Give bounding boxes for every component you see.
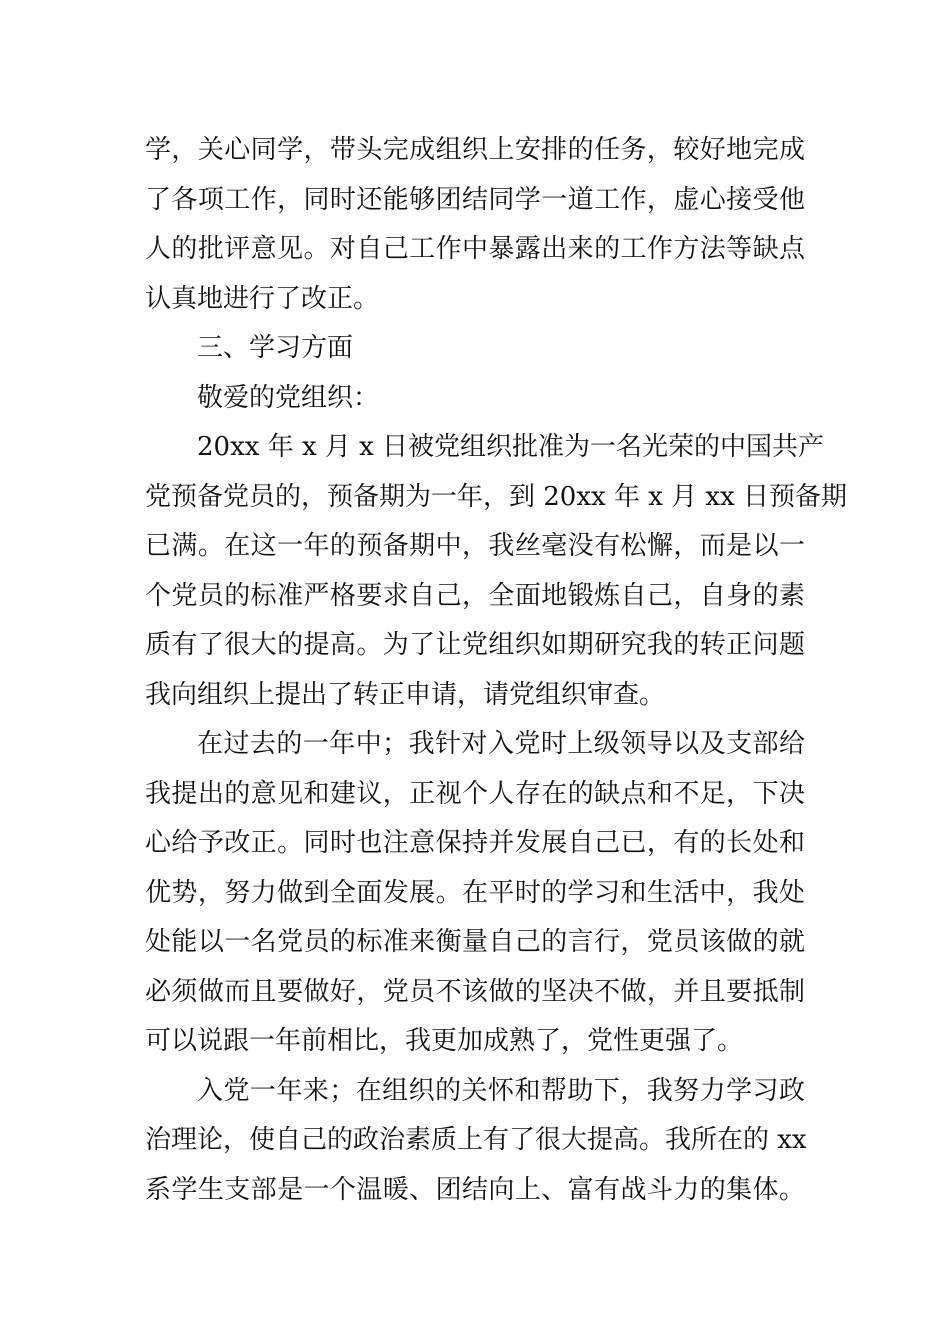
- text-line: 认真地进行了改正。: [145, 283, 380, 314]
- text-line: 系学生支部是一个温暖、团结向上、富有战斗力的集体。: [145, 1174, 805, 1205]
- text-line: 已满。在这一年的预备期中，我丝毫没有松懈，而是以一: [145, 531, 805, 561]
- text-line: 人的批评意见。对自己工作中暴露出来的工作方法等缺点: [145, 234, 805, 264]
- document-body: [145, 126, 847, 1215]
- text-line: 在过去的一年中；我针对入党时上级领导以及支部给: [197, 729, 805, 759]
- text-line: 20xx 年 x 月 x 日被党组织批准为一名光荣的中国共产: [197, 432, 825, 462]
- text-line: 了各项工作，同时还能够团结同学一道工作，虚心接受他: [145, 184, 805, 215]
- text-line: 党预备党员的，预备期为一年，到 20xx 年 x 月 xx 日预备期: [145, 481, 847, 512]
- text-line: 我提出的意见和建议，正视个人存在的缺点和不足，下决: [145, 778, 805, 809]
- section-heading: 三、学习方面: [197, 333, 354, 363]
- text-line: 质有了很大的提高。为了让党组织如期研究我的转正问题: [145, 630, 805, 660]
- text-line: 优势，努力做到全面发展。在平时的学习和生活中，我处: [145, 877, 805, 908]
- text-line: 治理论，使自己的政治素质上有了很大提高。我所在的 xx: [145, 1125, 807, 1155]
- text-line: 个党员的标准严格要求自己，全面地锻炼自己，自身的素: [145, 580, 805, 611]
- text-line: 心给予改正。同时也注意保持并发展自己已，有的长处和: [145, 828, 805, 858]
- salutation: 敬爱的党组织：: [197, 382, 380, 413]
- text-line: 我向组织上提出了转正申请，请党组织审查。: [145, 679, 666, 710]
- text-line: 处能以一名党员的标准来衡量自己的言行，党员该做的就: [145, 927, 805, 957]
- text-line: 学，关心同学，带头完成组织上安排的任务，较好地完成: [145, 135, 805, 165]
- text-line: 入党一年来；在组织的关怀和帮助下，我努力学习政: [197, 1075, 805, 1106]
- text-line: 可以说跟一年前相比，我更加成熟了，党性更强了。: [145, 1026, 744, 1056]
- text-line: 必须做而且要做好，党员不该做的坚决不做，并且要抵制: [145, 976, 805, 1007]
